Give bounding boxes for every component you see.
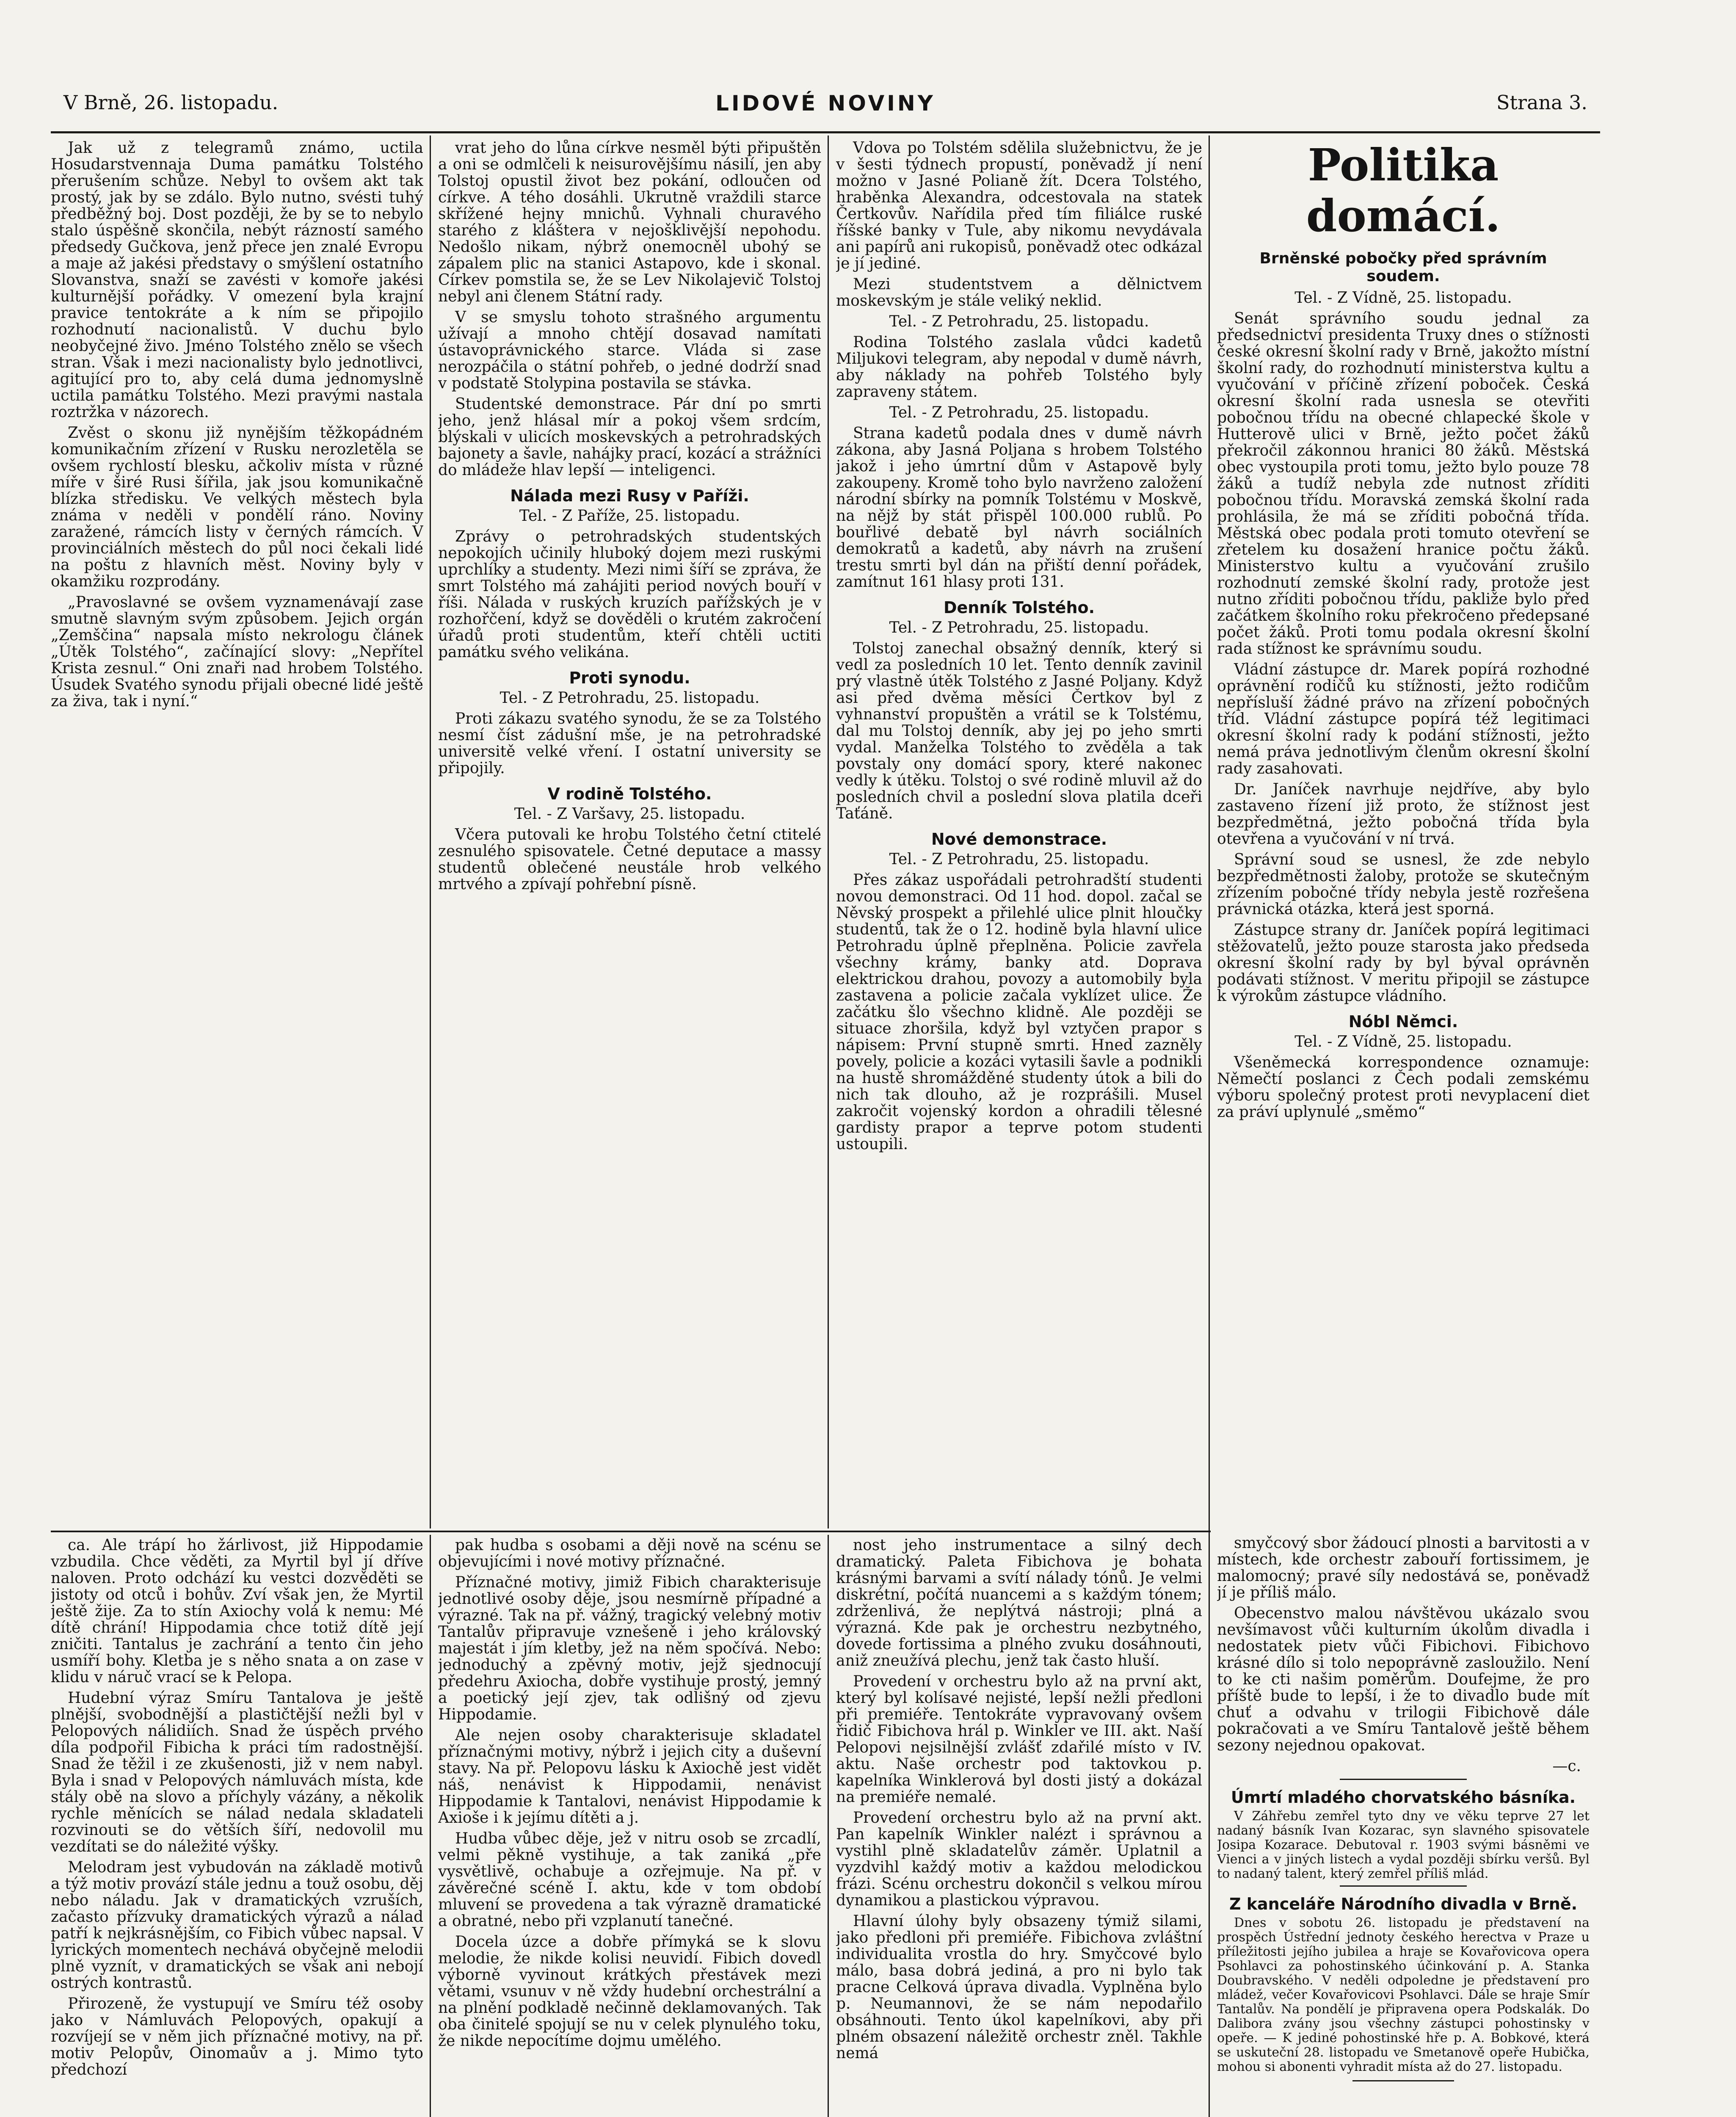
article-title: Proti synodu. <box>569 669 690 687</box>
author-signoff: —c. <box>1552 1758 1581 1775</box>
paragraph: Příznačné motivy, jimiž Fibich charakterisuje jednotlivé osoby děje, jsou nesmírně případné a výrazné. Tak na př. vážný, tragický velebný motiv Tantalův připravuje vznešeně i jeho královský majestát i jím kletby, jež na něm spočívá. Nebo: jednoduchý a zpěvný motiv, jejž sjednocují předehru Axiocha, dobře vystihuje prostý, jemný a poetický její zjev, tak odlišný od zjevu Hippodamie. <box>438 1574 821 1723</box>
divider <box>1340 1779 1467 1780</box>
notice-title: Z kanceláře Národního divadla v Brně. <box>1229 1895 1578 1913</box>
article-title: Denník Tolstého. <box>943 598 1095 617</box>
feuilleton-column-1 <box>51 1537 423 2117</box>
article-dateline: Tel. - Z Paříže, 25. listopadu. <box>519 507 740 525</box>
paragraph: Hudební výraz Smíru Tantalova je ještě plnější, svobodnější a plastičtější nežli byl v Pelopových nálidiích. Snad že úspěch prvého díla podpořil Fibicha k práci tím radostnější. Snad že těžil i ze zkušenosti, již v nem nabyl. Byla i snad v Pelopových námluvách místa, kde stály obě na slovo a příchyly vázány, a několik rychle měnících se nálad nedala skladateli rozvinouti se do větších šíří, nedovolil mu vezdítati se do náležité výšky. <box>51 1689 423 1855</box>
notice-text: V Záhřebu zemřel tyto dny ve věku teprve 27 let nadaný básník Ivan Kozarac, syn slavného spisovatele Josipa Kozarace. Debutoval r. 1903 svými básněmi ve Vienci a v jiných listech a vydal později sbírku veršů. Byl to nadaný talent, který zemřel příliš mlád. <box>1217 1809 1590 1881</box>
article-text: Proti zákazu svatého synodu, že se za Tolstého nesmí číst zádušní mše, je na petrohradské universitě velké vření. I ostatní university se připojily. <box>438 710 821 777</box>
notice-text: Dnes v sobotu 26. listopadu je představení na prospěch Ústřední jednoty českého herectva v Praze u příležitosti jejího jubilea a hraje se Kovařovicova opera Psohlavci za pohostinského účinkování p. A. Stanka Doubravského. V neděli odpoledne je představení pro mládež, večer Kovařovicovi Psohlavci. Dále se hraje Smír Tantalův. Na pondělí je připravena opera Podskalák. Do Dalibora zvány jsou všechny zástupci pohostinsky v opeře. — K jediné pohostinské hře p. A. Bobkové, která se uskuteční 28. listopadu ve Smetanově opeře Hubička, mohou si abonenti vyhradit místa až do 27. listopadu. <box>1217 1915 1590 2074</box>
paragraph: smyčcový sbor žádoucí plnosti a barvitosti a v místech, kde orchestr zabouří fortissimem, je malomocný; pravé síly nedostává se, poněvadž jí je příliš málo. <box>1217 1535 1590 1601</box>
paragraph: Obecenstvo malou návštěvou ukázalo svou nevšímavost vůči kulturním úkolům divadla i nedostatek pietv vůči Fibichovi. Fibichovo krásné dílo si tolo nepoprávně zasloužilo. Není to ke cti našim poměrům. Doufejme, že pro příště bude to lepší, i že to divadlo bude mít chuť a odvahu v trilogii Fibichově dále pokračovati a ve Smíru Tantalově ještě během sezony nejednou opakovat. <box>1217 1605 1590 1754</box>
article-dateline: Tel. - Z Varšavy, 25. listopadu. <box>514 805 745 823</box>
article-dateline: Tel. - Z Petrohradu, 25. listopadu. <box>889 404 1149 421</box>
feuilleton-column-2 <box>438 1537 821 2117</box>
column-rule-3 <box>1209 135 1210 2117</box>
paragraph: nost jeho instrumentace a silný dech dramatický. Paleta Fibichova je bohata krásnými barvami a svítí nálady tónů. Je velmi diskrétní, počítá nuancemi a s každým tónem; zdrženlivá, že neplýtvá nástroji; plná a výrazná. Kde pak je orchestru nezbytného, dovede fortissima a plného zvuku dosáhnouti, aniž zneužívá plechu, jenž tak často hluší. <box>836 1537 1202 1669</box>
article-dateline: Tel. - Z Petrohradu, 25. listopadu. <box>889 851 1149 868</box>
paragraph: Správní soud se usnesl, že zde nebylo bezpředmětnosti žaloby, protože se skutečným zřízením pobočné třídy nebyla jestě rozřešena právnická otázka, která jest sporná. <box>1217 851 1590 918</box>
article-title: Nóbl Němci. <box>1348 1012 1458 1031</box>
paragraph: Zástupce strany dr. Janíček popírá legitimaci stěžovatelů, ježto pouze starosta jako předseda okresní školní rady by byl býval oprávněn podávati stížnost. V meritu připojil se zástupce k výrokům zástupce vládního. <box>1217 921 1590 1005</box>
column-top-middle <box>438 140 821 1526</box>
article-text: Tolstoj zanechal obsažný denník, který si vedl za posledních 10 let. Tento denník zavinil prý vlastně útěk Tolstého z Jasné Poljany. Když asi před dvěma měsíci Čertkov byl z vyhnanství propuštěn a vrátil se k Tolstému, dal mu Tolstoj denník, aby jej po jeho smrti vydal. Manželka Tolstého to zvěděla a tak povstaly ony domácí spory, které nakonec vedly k útěku. Tolstoj o své rodině mluvil až do posledních chvil a poslední slova platila dceři Taťáně. <box>836 640 1202 822</box>
paragraph: Hlavní úlohy byly obsazeny týmiž silami, jako předloni při premiéře. Fibichova zvláštní individualita vrostla do hry. Smyčcové bylo málo, basa dobrá jediná, a pro ni bylo tak pracne Celková úprava divadla. Vyplněna bylo p. Neumannovi, že se nám nepodařilo obsáhnouti. Tento úkol kapelníkovi, aby při plném obsazení náležitě orchestr zněl. Takhle nemá <box>836 1912 1202 2062</box>
article-text: Včera putovali ke hrobu Tolstého četní ctitelé zesnulého spisovatele. Četné deputace a massy studentů oblečené neustále hrob velkého mrtvého a zpívají pohřební písně. <box>438 826 821 893</box>
paragraph: Provedení orchestru bylo až na první akt. Pan kapelník Winkler nalézt i správnou a vystihl plně skladatelův záměr. Uplatnil a vyzdvihl každý motiv a každou melodickou frázi. Scénu orchestru dokončil s velkou mírou dynamikou a plastickou výpravou. <box>836 1809 1202 1909</box>
paragraph: Vdova po Tolstém sdělila služebnictvu, že je v šesti týdnech propustí, poněvadž jí není možno v Jasné Polianě žít. Dcera Tolstého, hraběnka Alexandra, odcestovala na statek Čertkovův. Nařídila před tím filiálce ruské říšské banky v Tule, aby nikomu nevydávala ani papírů ani rukopisů, poněvadž otec odkázal je jí jediné. <box>836 140 1202 272</box>
paragraph: Senát správního soudu jednal za předsednictví presidenta Truxy dnes o stížnosti české okresní školní rady v Brně, jakožto místní školní rady, do rozhodnutí ministerstva kultu a vyučování v příčině zřízení poboček. Česká okresní školní rada usnesla se otevřiti pobočnou třídu na obecné chlapecké škole v Hutterově ulici v Brně, ježto počet žáků překročil zákonnou hranici 80 žáků. Městská obec vystoupila proti tomu, ježto bylo pouze 78 žáků a tudíž nebyla zde nutnost zříditi pobočnou třídu. Moravská zemská školní rada prohlásila, že má se zříditi pobočná třída. Městská obec podala proti tomuto otevření se zřetelem ku dosažení hranice počtu žáků. Ministerstvo kultu a vyučování zrušilo rozhodnutí zemské školní rady, protože jest nutno zříditi pobočnou třídu, pakliže bylo před začátkem školního roku překročeno předepsané počet žáků. Proti tomu podala okresní školní rada stížnost ke správnímu soudu. <box>1217 310 1590 658</box>
paragraph: Zvěst o skonu již nynějším těžkopádném komunikačním zřízení v Rusku nerozletěla se ovšem rychlostí blesku, ačkoliv místa v různé míře v širé Rusi šířila, jak jsou komunikačně blízka středisku. Ve velkých městech byla známa v neděli v pondělí ráno. Noviny zaražené, rámcích listy v černých rámcích. V provinciálních městech do půl noci čekali lidé na poštu z hlavních měst. Noviny byly v okamžiku rozprodány. <box>51 424 423 590</box>
paragraph: ca. Ale trápí ho žárlivost, již Hippodamie vzbudila. Chce věděti, za Myrtil byl jí dříve naloven. Proto odchází ku vestci dozvěděti se jistoty od otců i bohův. Zví však jen, že Myrtil ještě žije. Za to stín Axiochy volá k nemu: Mé dítě chrání! Hippodamia chce totiž dítě její zničiti. Tantalus je zachrání a tento čin jeho usmíří bohy. Kletba je s něho snata a on zase v klidu v náruč vrací se k Pelopa. <box>51 1537 423 1686</box>
paragraph: vrat jeho do lůna církve nesměl býti připuštěn a oni se odmlčeli k neisurovějšímu násilí, jen aby Tolstoj opustil život bez pokání, odloučen od církve. A tého dosáhli. Ukrutně vraždili starce skřížené hejny mnichů. Vyhnali churavého starého z kláštera v nejošklivější nepohodu. Nedošlo nikam, nýbrž onemocněl ubohý se zápalem plic na stanici Astapovo, kde i skonal. Církev pomstila se, že se Lev Nikolajevič Tolstoj nebyl ani členem Státní rady. <box>438 140 821 305</box>
paragraph: Dr. Janíček navrhuje nejdříve, aby bylo zastaveno řízení již proto, že stížnost jest bezpředmětná, ježto pobočná třída byla otevřena a vyučování v ní trvá. <box>1217 781 1590 848</box>
issue-date: V Brně, 26. listopadu. <box>63 91 279 114</box>
feuilleton-column-rule-1 <box>430 1535 431 2117</box>
paragraph: Mezi studentstvem a dělnictvem moskevským je stále veliký neklid. <box>836 276 1202 310</box>
paragraph: Přirozeně, že vystupují ve Smíru též osoby jako v Námluvách Pelopových, opakují a rozvíjejí se v něm jich příznačné motivy, na př. motiv Pelopův, Oinomaův a j. Mimo tyto předchozí <box>51 1995 423 2078</box>
newspaper-title: LIDOVÉ NOVINY <box>715 91 936 116</box>
paragraph: Provedení v orchestru bylo až na první akt, který byl kolísavé nejisté, lepší nežli předloni při premiéře. Tentokráte vypravovaný ovšem řidič Fibichova hrál p. Winkler ve III. akt. Naší Pelopovi nejsilnější zvlášť zdařilé místo v IV. aktu. Naše orchestr pod taktovkou p. kapelníka Winklerová byl dosti jistý a dokázal na premiéře nemalé. <box>836 1673 1202 1806</box>
paragraph: V se smyslu tohoto strašného argumentu užívají a mnoho chtějí dosavad namítati ústavoprávnického starce. Vláda si zase nerozpáčila o státní pohřeb, o jedné dodrží snad v podstatě Stolypina postavila se stávka. <box>438 309 821 392</box>
paragraph: Docela úzce a dobře přímyká se k slovu melodie, že nikde kolisi neuvidí. Fibich dovedl výborně vyvinout krátkých přestávek mezi větami, vsunuv v ně vždy hudební orchestrální a na plnění podkladě nečinně deklamovaných. Tak oba činitelé spojují se nu v celek plynulého toku, že nikde nepocítíme dojmu umělého. <box>438 1933 821 2050</box>
page-number: Strana 3. <box>1496 91 1587 114</box>
divider <box>1352 2080 1454 2081</box>
paragraph: „Pravoslavné se ovšem vyznamenávají zase smutně slavným svým způsobem. Jejich orgán „Zemščina“ napsala místo nekrologu článek „Útěk Tolstého“, začínající slovy: „Nepřítel Krista zesnul.“ Oni znaři nad hrobem Tolstého. Úsudek Svatého synodu přijali obecné lidé ještě za živa, tak i nyní.“ <box>51 594 423 710</box>
article-title: Brněnské pobočky před správním soudem. <box>1259 250 1547 285</box>
article-title: V rodině Tolstého. <box>547 785 712 803</box>
article-dateline: Tel. - Z Petrohradu, 25. listopadu. <box>500 689 760 707</box>
article-text: Strana kadetů podala dnes v dumě návrh zákona, aby Jasná Poljana s hrobem Tolstého jakož i jeho úmrtní dům v Astapově byly zakoupeny. Kromě toho bylo navrženo založení národní sbírky na pomník Tolstému v Moskvě, na nějž by stát přispěl 100.000 rublů. Po bouřlivé debatě byl návrh sociálních demokratů a kadetů, aby návrh na zrušení trestu smrti byl dán na přiští denní pořádek, zamítnut 161 hlasy proti 131. <box>836 425 1202 591</box>
article-text: Přes zákaz uspořádali petrohradští studenti novou demonstraci. Od 11 hod. dopol. začal se Něvský prospekt a přilehlé ulice plnit hloučky studentů, tak že o 12. hodině byla hlavní ulice Petrohradu úplně přeplněna. Policie zavřela všechny krámy, banky atd. Doprava elektrickou drahou, povozy a automobily byla zastavena a policie začala vyklízet ulice. Že začátku šlo všechno klidně. Ale později se situace zhoršila, když byl vztyčen prapor s nápisem: První stupně smrti. Hned zazněly povely, policie a kozáci vytasili šavle a podnikli na hustě shromážděné studenty útok a bili do nich tak dlouho, až je rozprášili. Musel zakročit vojenský kordon a ohradili tělesné gardisty prapor a teprve potom studenti ustoupili. <box>836 871 1202 1153</box>
column-top-left <box>51 140 423 1526</box>
paragraph: Hudba vůbec děje, jež v nitru osob se zrcadlí, velmi pěkně vystihuje, a tak zaniká „pře vysvětlivě, ochabuje a ozřejmuje. Na př. v závěrečné scéně I. aktu, kde v tom období mluvení se provedena a tak výrazně dramatické a obratné, nebo při vzplanutí tanečné. <box>438 1830 821 1930</box>
paragraph: Jak už z telegramů známo, uctila Hosudarstvennaja Duma památku Tolstého přerušením schůze. Nebyl to ovšem akt tak prostý, jak by se zdálo. Bylo nutno, svésti tuhý předběžný boj. Dost později, že by se to nebylo stalo úspěšně skončila, nebýt rázností samého předsedy Gučkova, jenž přece jen znalé Evropu a maje až jakési představy o smýšlení ostatního Slovanstva, snaží se zavésti v komoře jakési kulturnější pořádky. V omezení byla krajní pravice tentokráte a k ním se připojilo rozhodnutí nacionalistů. V duchu bylo neobyčejné živo. Jméno Tolstého znělo se všech stran. Však i mezi nacionalisty bylo jednotlivci, agitující pro to, aby celá duma jednomyslně uctila památku Tolstého. Mezi pravými nastala roztržka v názorech. <box>51 140 423 421</box>
paragraph: pak hudba s osobami a ději nově na scénu se objevujícími i nové motivy příznačné. <box>438 1537 821 1570</box>
article-text: Zprávy o petrohradských studentských nepokojích učinily hluboký dojem mezi ruskými uprchlíky a studenty. Mezi nimi šíří se zpráva, že smrt Tolstého má zahájiti period nových bouří v říši. Nálada v ruských kruzích pařížských je v rozhořčení, když se dověděli o krutém zakročení úřadů proti studentům, kteří chtěli uctiti památku svého velikána. <box>438 528 821 661</box>
section-title: Politika domácí. <box>1306 140 1501 242</box>
column-rule-1 <box>430 135 431 1528</box>
paragraph: Všeněmecká korrespondence oznamuje: Němečtí poslanci z Čech podali zemskému výboru společný protest proti nevyplacení diet za práví uplynulé „směmo“ <box>1217 1054 1590 1121</box>
paragraph: Ale nejen osoby charakterisuje skladatel příznačnými motivy, nýbrž i jejich city a duševní stavy. Na př. Pelopovu lásku k Axiochě jest vidět náš, nenávist k Hippodamii, nenávist Hippodamie k Tantalovi, nenávist Hippodamie k Axioše i k jejímu dítěti a j. <box>438 1727 821 1827</box>
column-right-bottom <box>1217 1535 1590 2117</box>
masthead <box>63 87 1587 133</box>
column-politika-domaci <box>1217 140 1590 1514</box>
article-dateline: Tel. - Z Vídně, 25. listopadu. <box>1294 1033 1512 1050</box>
paragraph: Vládní zástupce dr. Marek popírá rozhodné oprávnění rodičů ku stížnosti, ježto rodičům nepřísluší žádné právo na zřízení pobočných tříd. Vládní zástupce popírá též legitimaci okresní školní rady k podání stížnosti, ježto nemá práva jednotlivým členům okresní školní rady zasahovati. <box>1217 661 1590 777</box>
paragraph: Melodram jest vybudován na základě motivů a týž motiv provází stále jednu a touž osobu, děj nebo náladu. Jak v dramatických vzruších, začasto přízvuky dramatických výrazů a nálad patří k nejkrásnějším, co Fibich vůbec napsal. V lyrických momentech nechává obyčejně melodii plně vyznít, v dramatických se však ani nebojí ostrých kontrastů. <box>51 1859 423 1992</box>
feuilleton-rule <box>51 1531 1211 1532</box>
article-text: Rodina Tolstého zaslala vůdci kadetů Miljukovi telegram, aby nepodal v dumě návrh, aby náklady na pohřeb Tolstého byly zapraveny státem. <box>836 334 1202 401</box>
article-title: Nové demonstrace. <box>931 830 1107 848</box>
feuilleton-column-3 <box>836 1537 1202 2117</box>
article-title: Nálada mezi Rusy v Paříži. <box>510 486 749 505</box>
column-rule-2 <box>828 135 829 1528</box>
article-dateline: Tel. - Z Petrohradu, 25. listopadu. <box>889 313 1149 330</box>
paragraph: Studentské demonstrace. Pár dní po smrti jeho, jenž hlásal mír a pokoj všem srdcím, blýskali v ulicích moskevských a petrohradských bajonety a šavle, nahájky prací, kozácí a strážníci do mládeže hlav lepší — inteligenci. <box>438 395 821 479</box>
feuilleton-column-rule-2 <box>828 1535 829 2117</box>
article-dateline: Tel. - Z Petrohradu, 25. listopadu. <box>889 619 1149 636</box>
column-top-right <box>836 140 1202 1526</box>
notice-title: Úmrtí mladého chorvatského básníka. <box>1231 1788 1576 1807</box>
article-dateline: Tel. - Z Vídně, 25. listopadu. <box>1294 289 1512 307</box>
header-rule <box>51 131 1600 133</box>
divider <box>1340 1885 1467 1887</box>
